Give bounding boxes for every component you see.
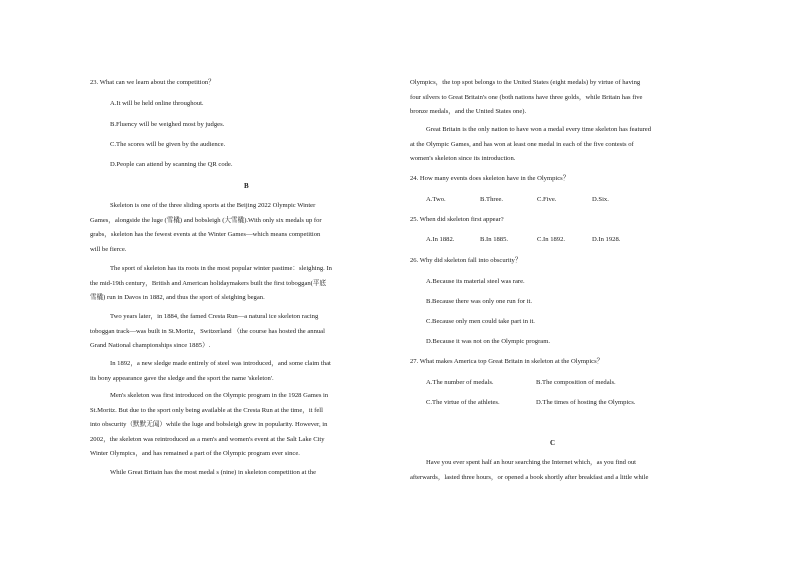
line: 雪橇) run in Davos in 1882, and thus the sport of sleighing began. [90, 294, 265, 302]
question-27-option-a: A.The number of medals. [426, 379, 494, 386]
line: Two years later，in 1884, the famed Cresta Run—a natural ice skeleton racing [110, 313, 319, 320]
paragraph-b-8 [410, 123, 710, 167]
line: afterwards，lasted three hours，or opened a book shortly after breakfast and a little while [410, 473, 649, 481]
question-25-stem: 25. When did skeleton first appear? [410, 216, 504, 223]
question-26-stem: 26. Why did skeleton fall into obscurity？ [410, 257, 522, 264]
question-24-option-c: C.Five. [537, 196, 557, 203]
paragraph-b-5 [90, 389, 384, 462]
question-27-option-b: B.The composition of medals. [536, 379, 616, 386]
line: four silvers to Great Britain's one (both nations have three golds，while Britain has five [410, 93, 643, 101]
line: bronze medals，and the United States one). [410, 108, 527, 116]
line: Men's skeleton was first introduced on the Olympic program in the 1928 Games in [110, 392, 329, 399]
paragraph-b-2 [90, 262, 384, 306]
line: In 1892，a new sledge made entirely of steel was introduced，and some claim that [110, 360, 331, 367]
question-24-option-a: A.Two. [426, 196, 446, 203]
question-24-stem: 24. How many events does skeleton have in the Olympics？ [410, 175, 570, 182]
line: Winter Olympics，and has remained a part of the Olympic program ever since. [90, 450, 300, 458]
question-23-stem: 23. What can we learn about the competition？ [90, 79, 215, 86]
question-24-option-d: D.Six. [592, 196, 609, 203]
question-27-stem: 27. What makes America top Great Britain in skeleton at the Olympics？ [410, 358, 604, 365]
line: While Great Britain has the most medal s (nine) in skeleton competition at the [110, 469, 316, 476]
line: Skeleton is one of the three sliding sports at the Beijing 2022 Olympic Winter [110, 202, 316, 209]
line: will be fierce. [90, 245, 127, 253]
question-23-option-d: D.People can attend by scanning the QR code. [110, 161, 233, 168]
line: 2002，the skeleton was reintroduced as a men's and women's event at the Salt Lake City [90, 435, 325, 443]
line: the mid-19th century，British and American holidaymakers built the first toboggan(平底 [90, 279, 327, 287]
line: into obscurity（默默无闻）while the luge and bobsleigh grew in popularity. However, in [90, 421, 328, 429]
paragraph-c-1 [410, 456, 710, 485]
line: at the Olympic Games, and has won at least one medal in each of the five contests of [410, 140, 634, 148]
paragraph-b-6 [90, 466, 384, 481]
question-25-option-b: B.In 1885. [480, 236, 509, 243]
line: its bony appearance gave the sledge and the sport the name 'skeleton'. [90, 374, 274, 382]
line: grabs，skeleton has the fewest events at the Winter Games—which means competition [90, 231, 321, 239]
line: Have you ever spent half an hour searching the Internet which，as you find out [426, 459, 637, 466]
question-25-option-a: A.In 1882. [426, 236, 455, 243]
question-26-option-d: D.Because it was not on the Olympic program. [426, 338, 550, 345]
question-25-option-d: D.In 1928. [592, 236, 621, 243]
question-25-option-c: C.In 1892. [537, 236, 566, 243]
question-23-option-a: A.It will be held online throughout. [110, 100, 204, 107]
question-24-option-b: B.Three. [480, 196, 504, 203]
question-26-option-a: A.Because its material steel was rare. [426, 278, 525, 285]
question-27-option-d: D.The times of hosting the Olympics. [536, 399, 636, 406]
section-b-heading: B [244, 182, 249, 190]
line: women's skeleton since its introduction. [410, 155, 516, 163]
line: Olympics，the top spot belongs to the United States (eight medals) by virtue of having [410, 79, 641, 86]
question-26-option-b: B.Because there was only one run for it. [426, 298, 533, 305]
question-26-option-c: C.Because only men could take part in it. [426, 318, 535, 325]
line: The sport of skeleton has its roots in the most popular winter pastime：sleighing. In [110, 265, 332, 272]
line: Grand National championships since 1885）. [90, 342, 211, 350]
line: Great Britain is the only nation to have won a medal every time skeleton has featured [426, 126, 652, 133]
question-23-option-c: C.The scores will be given by the audience. [110, 141, 226, 148]
question-27-option-c: C.The virtue of the athletes. [426, 399, 500, 406]
section-c-heading: C [550, 439, 556, 447]
paragraph-b-1 [90, 199, 384, 257]
line: toboggan track—was built in St.Moritz，Switzerland （the course has hosted the annual [90, 327, 325, 335]
question-23-option-b: B.Fluency will be weighed most by judges. [110, 121, 225, 128]
line: St.Moritz. But due to the sport only being available at the Cresta Run at the time，it fell [90, 406, 323, 414]
paragraph-b-7 [410, 76, 710, 120]
paragraph-b-3 [90, 310, 384, 354]
line: Games，alongside the luge (雪橇) and bobsleigh (大雪橇).With only six medals up for [90, 216, 322, 224]
paragraph-b-4 [90, 357, 384, 386]
